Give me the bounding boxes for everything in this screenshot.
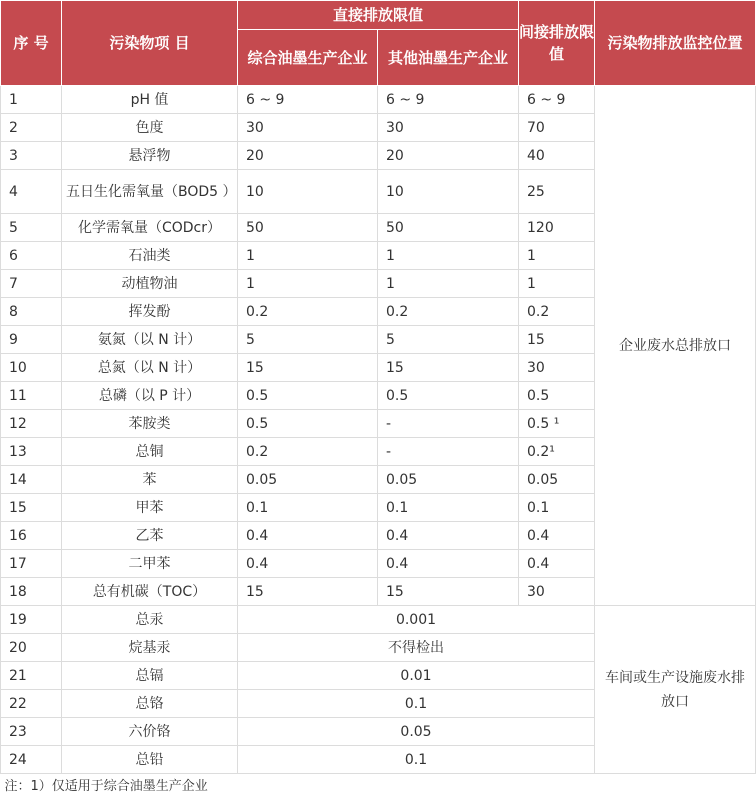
table-row [1,86,756,114]
header-sub1: 综合油墨生产企业 [238,30,378,86]
indirect-limit: 0.2 [519,298,595,326]
direct-limit-other: 0.1 [378,494,519,522]
direct-limit-other: - [378,438,519,466]
indirect-limit: 1 [519,242,595,270]
pollutant-name: 总磷（以 P 计） [62,382,238,410]
row-number: 19 [1,606,62,634]
direct-limit-other: 6 ~ 9 [378,86,519,114]
pollutant-name: 总镉 [62,662,238,690]
indirect-limit: 40 [519,142,595,170]
header-seq: 序 号 [1,1,62,86]
row-number: 13 [1,438,62,466]
direct-limit-comprehensive: 0.2 [238,298,378,326]
pollutant-name: 总铜 [62,438,238,466]
limit-value: 0.1 [238,690,595,718]
limit-value: 0.001 [238,606,595,634]
pollutant-name: 总铅 [62,746,238,774]
pollutant-name: pH 值 [62,86,238,114]
direct-limit-other: 0.4 [378,550,519,578]
pollutant-name: 烷基汞 [62,634,238,662]
direct-limit-other: 0.5 [378,382,519,410]
row-number: 9 [1,326,62,354]
direct-limit-other: - [378,410,519,438]
row-number: 1 [1,86,62,114]
indirect-limit: 30 [519,354,595,382]
row-number: 4 [1,170,62,214]
table-body [1,86,756,774]
pollutant-name: 乙苯 [62,522,238,550]
row-number: 3 [1,142,62,170]
limit-value: 0.01 [238,662,595,690]
pollutant-name: 六价铬 [62,718,238,746]
direct-limit-comprehensive: 0.1 [238,494,378,522]
header-item: 污染物项 目 [62,1,238,86]
direct-limit-other: 15 [378,354,519,382]
header-direct: 直接排放限值 [238,1,519,30]
row-number: 11 [1,382,62,410]
row-number: 22 [1,690,62,718]
indirect-limit: 25 [519,170,595,214]
header-indirect: 间接排放限值 [519,1,595,86]
limit-value: 0.05 [238,718,595,746]
table-row [1,606,756,634]
pollutant-name: 总有机碳（TOC） [62,578,238,606]
pollutant-name: 氨氮（以 N 计） [62,326,238,354]
direct-limit-other: 1 [378,270,519,298]
header-sub2: 其他油墨生产企业 [378,30,519,86]
direct-limit-comprehensive: 50 [238,214,378,242]
row-number: 14 [1,466,62,494]
direct-limit-comprehensive: 0.5 [238,382,378,410]
indirect-limit: 1 [519,270,595,298]
row-number: 17 [1,550,62,578]
pollutant-name: 化学需氧量（CODcr） [62,214,238,242]
pollutant-name: 挥发酚 [62,298,238,326]
pollutant-name: 动植物油 [62,270,238,298]
indirect-limit: 70 [519,114,595,142]
monitor-location-total: 企业废水总排放口 [595,86,756,606]
direct-limit-other: 5 [378,326,519,354]
pollutant-name: 二甲苯 [62,550,238,578]
row-number: 24 [1,746,62,774]
direct-limit-comprehensive: 10 [238,170,378,214]
row-number: 2 [1,114,62,142]
direct-limit-comprehensive: 5 [238,326,378,354]
indirect-limit: 120 [519,214,595,242]
direct-limit-comprehensive: 0.2 [238,438,378,466]
limit-value: 不得检出 [238,634,595,662]
indirect-limit: 0.05 [519,466,595,494]
pollutant-name: 总汞 [62,606,238,634]
direct-limit-comprehensive: 20 [238,142,378,170]
direct-limit-other: 50 [378,214,519,242]
indirect-limit: 15 [519,326,595,354]
pollutant-name: 悬浮物 [62,142,238,170]
limit-value: 0.1 [238,746,595,774]
indirect-limit: 0.2¹ [519,438,595,466]
indirect-limit: 6 ~ 9 [519,86,595,114]
indirect-limit: 0.4 [519,550,595,578]
pollutant-name: 五日生化需氧量（BOD5 ） [62,170,238,214]
direct-limit-comprehensive: 15 [238,578,378,606]
direct-limit-comprehensive: 1 [238,242,378,270]
direct-limit-other: 1 [378,242,519,270]
pollutant-name: 苯胺类 [62,410,238,438]
direct-limit-other: 0.4 [378,522,519,550]
pollutant-name: 总铬 [62,690,238,718]
header-location: 污染物排放监控位置 [595,1,756,86]
direct-limit-comprehensive: 0.05 [238,466,378,494]
direct-limit-other: 30 [378,114,519,142]
row-number: 12 [1,410,62,438]
direct-limit-other: 10 [378,170,519,214]
indirect-limit: 0.1 [519,494,595,522]
row-number: 20 [1,634,62,662]
row-number: 23 [1,718,62,746]
direct-limit-comprehensive: 0.4 [238,522,378,550]
direct-limit-comprehensive: 0.4 [238,550,378,578]
direct-limit-other: 20 [378,142,519,170]
pollutant-name: 色度 [62,114,238,142]
direct-limit-other: 0.2 [378,298,519,326]
row-number: 6 [1,242,62,270]
pollutant-name: 总氮（以 N 计） [62,354,238,382]
direct-limit-comprehensive: 30 [238,114,378,142]
indirect-limit: 30 [519,578,595,606]
direct-limit-comprehensive: 1 [238,270,378,298]
direct-limit-other: 15 [378,578,519,606]
row-number: 5 [1,214,62,242]
indirect-limit: 0.5 ¹ [519,410,595,438]
pollutant-name: 苯 [62,466,238,494]
indirect-limit: 0.5 [519,382,595,410]
row-number: 10 [1,354,62,382]
direct-limit-comprehensive: 6 ~ 9 [238,86,378,114]
footnote: 注：1）仅适用于综合油墨生产企业 [1,774,756,801]
row-number: 21 [1,662,62,690]
direct-limit-comprehensive: 15 [238,354,378,382]
row-number: 16 [1,522,62,550]
row-number: 7 [1,270,62,298]
row-number: 18 [1,578,62,606]
pollutant-name: 石油类 [62,242,238,270]
direct-limit-comprehensive: 0.5 [238,410,378,438]
row-number: 15 [1,494,62,522]
row-number: 8 [1,298,62,326]
monitor-location-workshop: 车间或生产设施废水排放口 [595,606,756,774]
direct-limit-other: 0.05 [378,466,519,494]
indirect-limit: 0.4 [519,522,595,550]
pollutant-name: 甲苯 [62,494,238,522]
